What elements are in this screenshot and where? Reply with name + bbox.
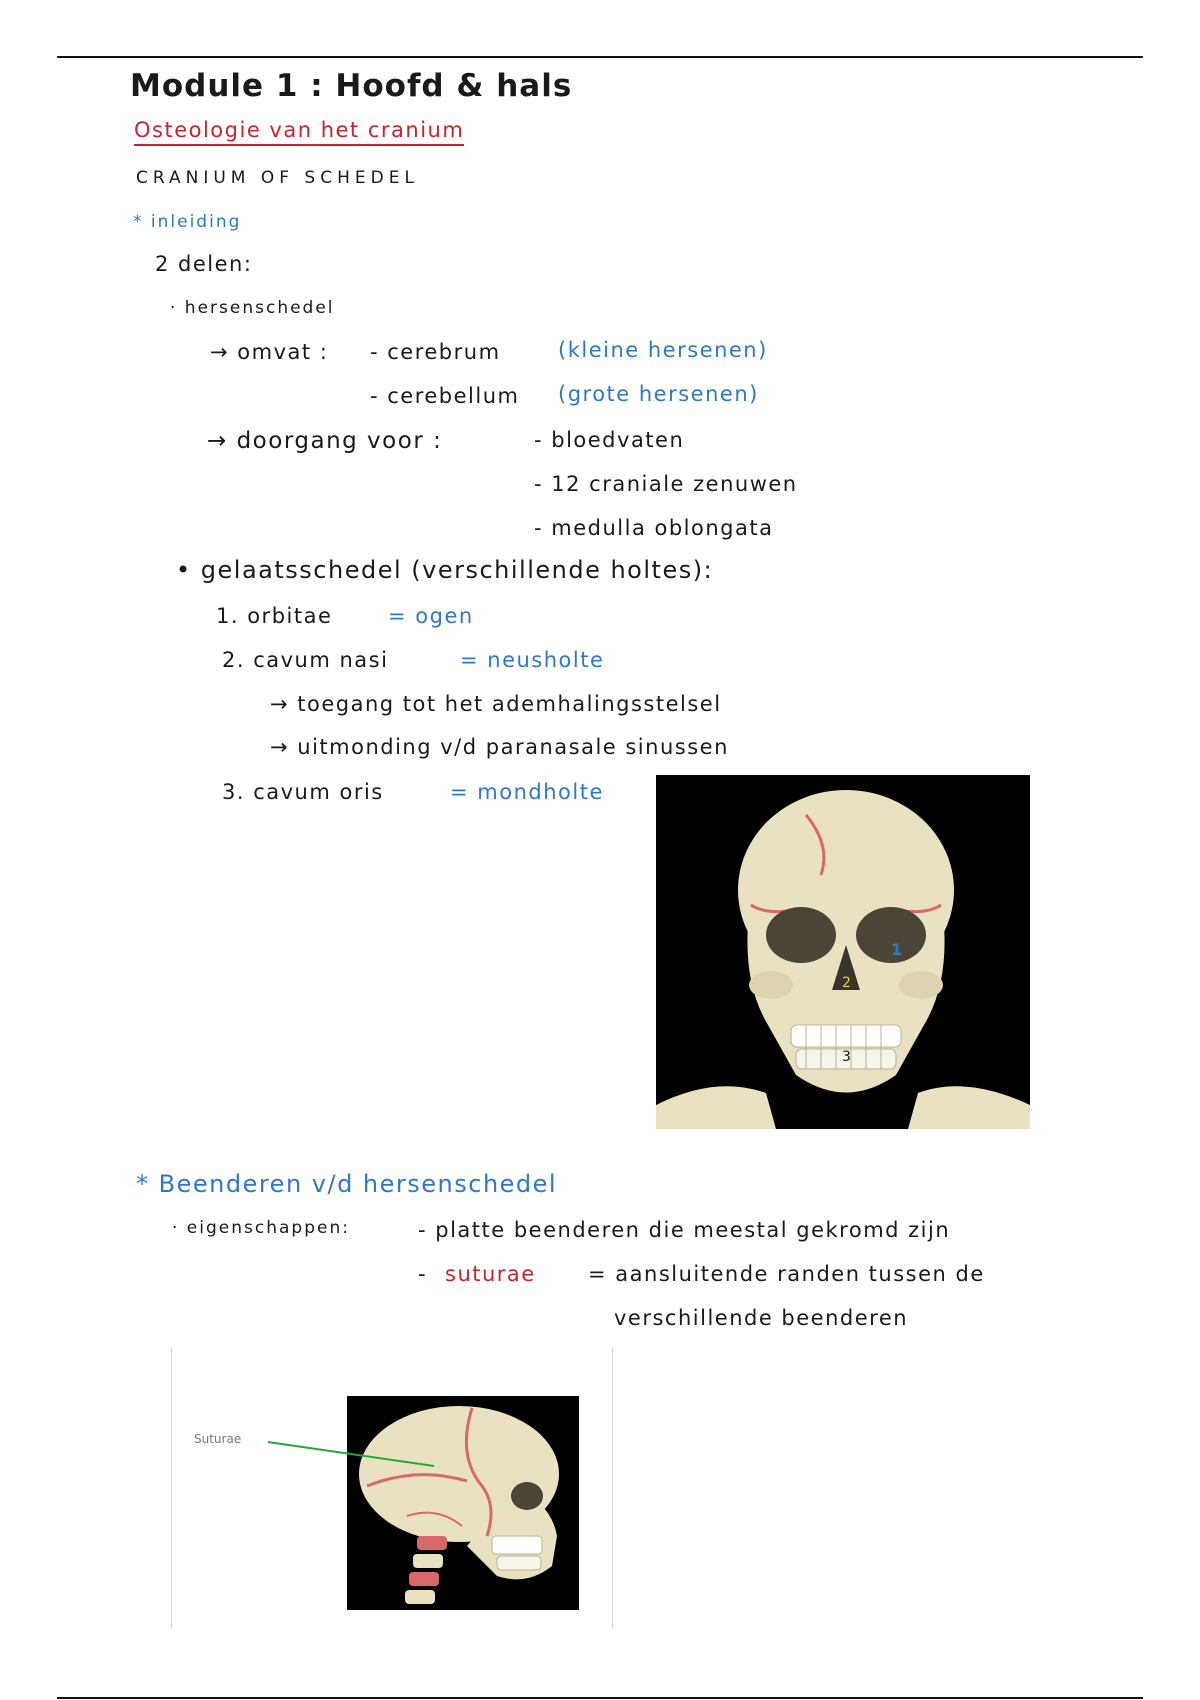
page-title: Module 1 : Hoofd & hals bbox=[130, 68, 573, 104]
figure-right-border bbox=[612, 1348, 613, 1628]
suturae-term: suturae bbox=[445, 1262, 536, 1286]
omvat-label: → omvat : bbox=[210, 340, 329, 364]
skull-lateral-image bbox=[347, 1396, 579, 1610]
subtitle-text: Osteologie van het cranium bbox=[134, 118, 464, 146]
skull-front-drawing bbox=[656, 775, 1030, 1129]
cerebellum-item: - cerebellum bbox=[370, 384, 520, 408]
figure-left-border bbox=[171, 1348, 172, 1628]
orbitae-def: = ogen bbox=[388, 604, 474, 628]
skull-label-2: 2 bbox=[842, 975, 851, 991]
doorgang-item-3: - medulla oblongata bbox=[534, 516, 774, 540]
intro-parts: 2 delen: bbox=[155, 252, 253, 276]
cerebrum-note: (kleine hersenen) bbox=[558, 338, 768, 362]
hersenschedel-label: · hersenschedel bbox=[170, 298, 335, 318]
cavum-oris-def: = mondholte bbox=[450, 780, 604, 804]
bottom-rule bbox=[57, 1697, 1143, 1699]
cavum-oris-item: 3. cavum oris bbox=[222, 780, 384, 804]
suturae-figure-label: Suturae bbox=[194, 1432, 242, 1446]
suturae-def: = aansluitende randen tussen de bbox=[588, 1262, 985, 1286]
skull-lateral-drawing bbox=[347, 1396, 579, 1610]
cerebrum-item: - cerebrum bbox=[370, 340, 501, 364]
subtitle bbox=[134, 118, 464, 142]
cavum-nasi-def: = neusholte bbox=[460, 648, 605, 672]
cavum-nasi-item: 2. cavum nasi bbox=[222, 648, 389, 672]
eigenschappen-label: · eigenschappen: bbox=[172, 1218, 350, 1238]
doorgang-label: → doorgang voor : bbox=[207, 428, 443, 454]
intro-label: * inleiding bbox=[133, 212, 242, 232]
cavum-nasi-sub-1: → toegang tot het ademhalingsstelsel bbox=[270, 692, 722, 716]
doorgang-item-1: - bloedvaten bbox=[534, 428, 685, 452]
top-rule bbox=[57, 56, 1143, 58]
beenderen-heading: * Beenderen v/d hersenschedel bbox=[136, 1170, 558, 1198]
skull-label-3: 3 bbox=[842, 1049, 851, 1065]
skull-front-image bbox=[656, 775, 1030, 1129]
gelaatsschedel-label: • gelaatsschedel (verschillende holtes): bbox=[176, 556, 714, 584]
orbitae-item: 1. orbitae bbox=[216, 604, 333, 628]
skull-label-1: 1 bbox=[891, 940, 903, 959]
section-heading: CRANIUM OF SCHEDEL bbox=[136, 168, 419, 188]
cerebellum-note: (grote hersenen) bbox=[558, 382, 759, 406]
eigenschap-1: - platte beenderen die meestal gekromd zijn bbox=[418, 1218, 951, 1242]
eigenschap-2-dash: - bbox=[418, 1262, 428, 1286]
doorgang-item-2: - 12 craniale zenuwen bbox=[534, 472, 798, 496]
cavum-nasi-sub-2: → uitmonding v/d paranasale sinussen bbox=[270, 735, 729, 759]
suturae-def-2: verschillende beenderen bbox=[614, 1306, 909, 1330]
